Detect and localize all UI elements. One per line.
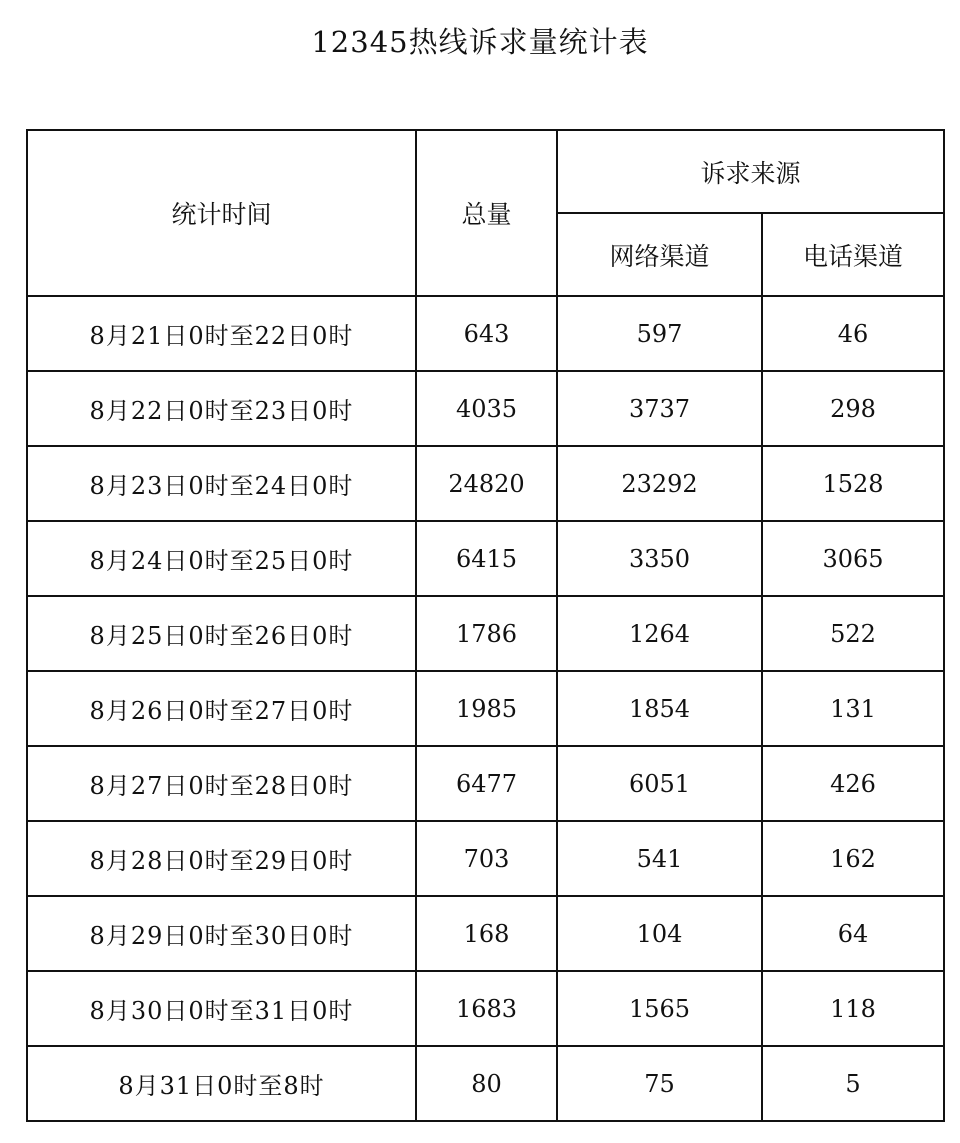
cell-phone: 426 [762, 746, 944, 821]
cell-total: 1985 [416, 671, 557, 746]
cell-period: 8月22日0时至23日0时 [27, 371, 416, 446]
cell-online: 23292 [557, 446, 762, 521]
table-row [27, 296, 944, 371]
header-source-group: 诉求来源 [557, 130, 944, 213]
cell-period: 8月28日0时至29日0时 [27, 821, 416, 896]
cell-phone: 64 [762, 896, 944, 971]
cell-period: 8月21日0时至22日0时 [27, 296, 416, 371]
cell-online: 3350 [557, 521, 762, 596]
table-row [27, 821, 944, 896]
cell-online: 104 [557, 896, 762, 971]
cell-phone: 522 [762, 596, 944, 671]
cell-online: 1565 [557, 971, 762, 1046]
cell-phone: 5 [762, 1046, 944, 1121]
hotline-stats-table [26, 129, 945, 1122]
cell-phone: 1528 [762, 446, 944, 521]
cell-phone: 162 [762, 821, 944, 896]
cell-total: 4035 [416, 371, 557, 446]
cell-online: 1264 [557, 596, 762, 671]
header-period: 统计时间 [27, 130, 416, 296]
cell-total: 643 [416, 296, 557, 371]
cell-total: 6415 [416, 521, 557, 596]
cell-period: 8月23日0时至24日0时 [27, 446, 416, 521]
cell-total: 80 [416, 1046, 557, 1121]
table-row [27, 746, 944, 821]
table-row [27, 1046, 944, 1121]
cell-period: 8月30日0时至31日0时 [27, 971, 416, 1046]
header-phone: 电话渠道 [762, 213, 944, 296]
cell-phone: 46 [762, 296, 944, 371]
cell-phone: 3065 [762, 521, 944, 596]
cell-phone: 298 [762, 371, 944, 446]
cell-online: 1854 [557, 671, 762, 746]
cell-period: 8月26日0时至27日0时 [27, 671, 416, 746]
cell-total: 1786 [416, 596, 557, 671]
cell-total: 1683 [416, 971, 557, 1046]
header-row [27, 130, 944, 213]
cell-period: 8月24日0时至25日0时 [27, 521, 416, 596]
table-row [27, 596, 944, 671]
cell-period: 8月27日0时至28日0时 [27, 746, 416, 821]
table-row [27, 971, 944, 1046]
cell-total: 6477 [416, 746, 557, 821]
cell-period: 8月31日0时至8时 [27, 1046, 416, 1121]
table-row [27, 671, 944, 746]
cell-online: 541 [557, 821, 762, 896]
cell-online: 75 [557, 1046, 762, 1121]
cell-period: 8月25日0时至26日0时 [27, 596, 416, 671]
table-row [27, 521, 944, 596]
table-row [27, 446, 944, 521]
header-total: 总量 [416, 130, 557, 296]
cell-online: 6051 [557, 746, 762, 821]
cell-online: 3737 [557, 371, 762, 446]
cell-online: 597 [557, 296, 762, 371]
cell-total: 703 [416, 821, 557, 896]
header-online: 网络渠道 [557, 213, 762, 296]
cell-phone: 118 [762, 971, 944, 1046]
page-title: 12345热线诉求量统计表 [311, 25, 649, 59]
cell-total: 168 [416, 896, 557, 971]
cell-period: 8月29日0时至30日0时 [27, 896, 416, 971]
table-row [27, 896, 944, 971]
cell-total: 24820 [416, 446, 557, 521]
cell-phone: 131 [762, 671, 944, 746]
table-row [27, 371, 944, 446]
